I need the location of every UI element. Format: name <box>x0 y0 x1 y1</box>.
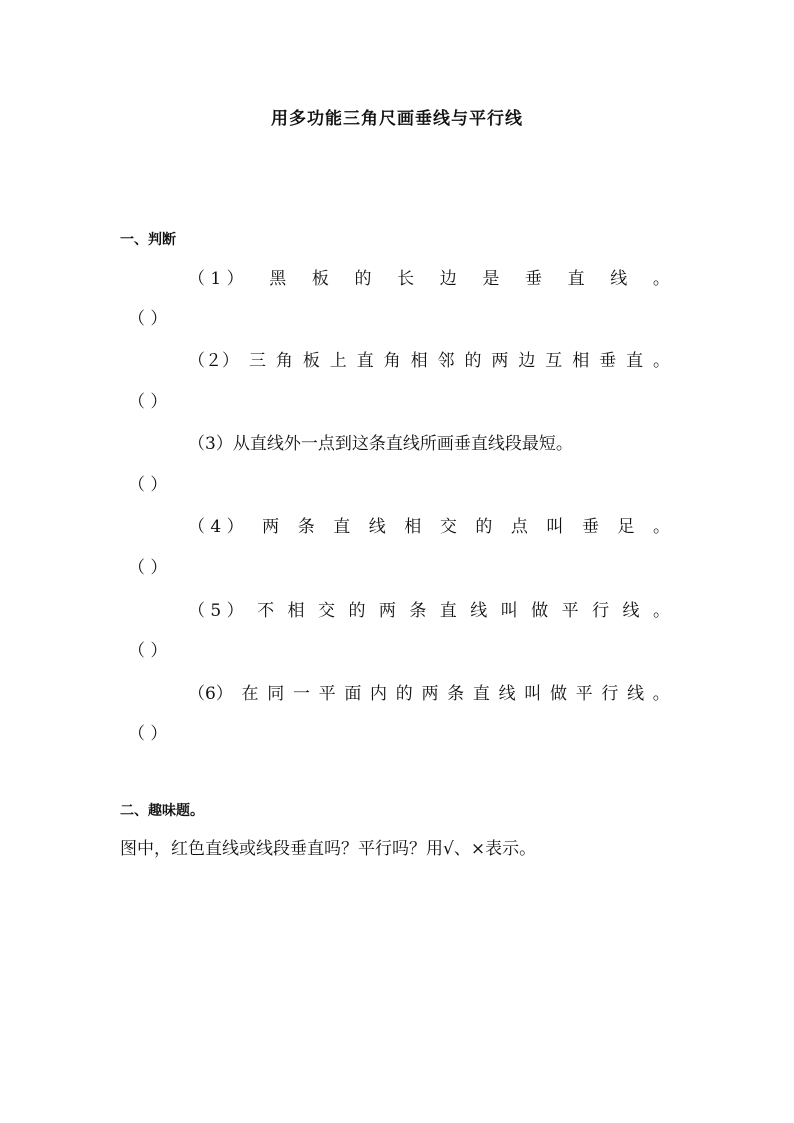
question-char: 两 <box>378 601 396 621</box>
question-text: 从直线外一点到这条直线所画垂直线段最短。 <box>232 434 573 454</box>
question-char: 边 <box>518 351 536 371</box>
question-number: （ 1 ） <box>188 269 244 289</box>
question-char: 平 <box>318 684 336 704</box>
question-char: 直 <box>356 351 374 371</box>
question-char: 线 <box>498 684 516 704</box>
question-number: （3） <box>188 434 233 454</box>
question-char: 线 <box>610 269 628 289</box>
question-char: 平 <box>561 601 579 621</box>
question-number: （ 4 ） <box>188 517 244 537</box>
question-char: 直 <box>626 351 644 371</box>
question-number: （２） <box>188 351 239 371</box>
question-char: 两 <box>421 684 439 704</box>
question-char: 点 <box>510 517 528 537</box>
question-char: 垂 <box>599 351 617 371</box>
question-char: 两 <box>262 517 280 537</box>
question-char: 做 <box>549 684 567 704</box>
question-char: 的 <box>348 601 366 621</box>
question-char: 条 <box>409 601 427 621</box>
question-char: 同 <box>267 684 285 704</box>
question-char: 一 <box>292 684 310 704</box>
question-char: 的 <box>395 684 413 704</box>
question-char: 的 <box>475 517 493 537</box>
question-char: 线 <box>622 601 640 621</box>
question-char: 交 <box>317 601 335 621</box>
question-char: 行 <box>592 601 610 621</box>
question-char: 平 <box>575 684 593 704</box>
question-char: 。 <box>652 269 670 289</box>
question-char: 线 <box>470 601 488 621</box>
question-5 <box>188 596 670 621</box>
question-char: 。 <box>652 601 670 621</box>
question-char: 行 <box>601 684 619 704</box>
question-char: 邻 <box>437 351 455 371</box>
question-char: 交 <box>439 517 457 537</box>
page-title: 用多功能三角尺画垂线与平行线 <box>271 109 523 129</box>
question-char: 的 <box>464 351 482 371</box>
question-char: 线 <box>627 684 645 704</box>
question-char: 直 <box>439 601 457 621</box>
question-6 <box>188 679 670 704</box>
fun-question-instruction: 图中，红色直线或线段垂直吗？平行吗？用√、×表示。 <box>120 839 537 859</box>
answer-blank-4[interactable]: （ ） <box>128 558 168 578</box>
question-char: 。 <box>653 351 670 371</box>
answer-blank-3[interactable]: （ ） <box>128 475 168 495</box>
question-char: 做 <box>531 601 549 621</box>
question-char: 相 <box>410 351 428 371</box>
question-number: （ 5 ） <box>188 601 244 621</box>
question-char: 黑 <box>269 269 287 289</box>
question-char: 条 <box>297 517 315 537</box>
question-char: 线 <box>368 517 386 537</box>
question-char: 上 <box>329 351 347 371</box>
question-char: 板 <box>311 269 329 289</box>
question-char: 直 <box>472 684 490 704</box>
question-char: 条 <box>447 684 465 704</box>
question-1 <box>188 264 670 289</box>
question-char: 直 <box>333 517 351 537</box>
question-char: 板 <box>302 351 320 371</box>
question-char: 面 <box>344 684 362 704</box>
question-char: 互 <box>545 351 563 371</box>
question-char: 。 <box>653 517 670 537</box>
question-char: 角 <box>275 351 293 371</box>
question-char: 。 <box>652 684 670 704</box>
question-char: 叫 <box>524 684 542 704</box>
question-char: 边 <box>439 269 457 289</box>
question-char: 内 <box>370 684 388 704</box>
question-char: 长 <box>397 269 415 289</box>
question-char: 垂 <box>581 517 599 537</box>
question-char: 垂 <box>525 269 542 289</box>
question-char: 相 <box>572 351 590 371</box>
question-char: 两 <box>491 351 509 371</box>
question-char: 角 <box>383 351 401 371</box>
answer-blank-5[interactable]: （ ） <box>128 641 168 661</box>
question-char: 相 <box>404 517 422 537</box>
question-char: 叫 <box>500 601 518 621</box>
answer-blank-2[interactable]: （ ） <box>128 392 168 412</box>
question-4 <box>188 512 670 537</box>
question-char: 在 <box>241 684 259 704</box>
section-heading-judge: 一、判断 <box>120 232 176 248</box>
question-char: 三 <box>248 351 266 371</box>
question-char: 是 <box>482 269 500 289</box>
answer-blank-1[interactable]: （ ） <box>128 309 168 329</box>
question-char: 叫 <box>546 517 564 537</box>
question-char: 不 <box>257 601 275 621</box>
question-char: 足 <box>617 517 635 537</box>
question-char: 直 <box>567 269 585 289</box>
question-3 <box>188 429 670 454</box>
question-char: 的 <box>354 269 372 289</box>
question-char: 相 <box>287 601 305 621</box>
section-heading-fun: 二、趣味题。 <box>120 803 204 819</box>
answer-blank-6[interactable]: （ ） <box>128 724 168 744</box>
question-number: （6） <box>188 684 233 704</box>
question-2 <box>188 346 670 371</box>
